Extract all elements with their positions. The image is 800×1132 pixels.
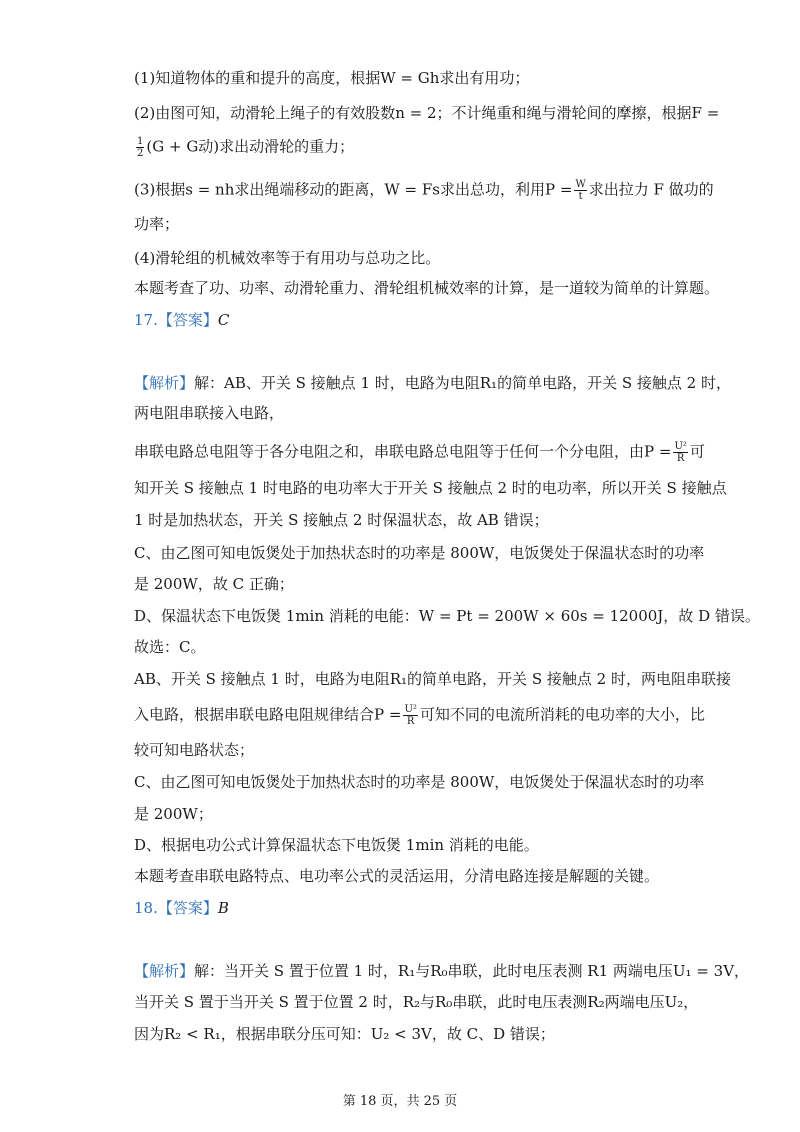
fraction-half: $\frac{1}{2}$ [137, 136, 144, 159]
q17-analysis-line-13: C、由乙图可知电饭煲处于加热状态时的功率是 800W，电饭煲处于保温状态时的功率 [134, 773, 705, 791]
q18-analysis-line-3: 因为R₂ < R₁，根据串联分压可知：U₂ < 3V，故 C、D 错误； [134, 1025, 555, 1043]
fraction-w-t: $\frac{W}{t}$ [575, 179, 586, 202]
paragraph-3a: (3)根据s = nh求出绳端移动的距离，W = Fs求出总功，利用P = $\frac{W}{t}$ 求出拉力 F 做功的 [134, 179, 714, 202]
q17-analysis-line-8: D、保温状态下电饭煲 1min 消耗的电能：W = Pt = 200W × 60s = 12000J，故 D 错误。 [134, 607, 760, 625]
q17-analysis-line-7: 是 200W，故 C 正确； [134, 575, 294, 593]
q17-analysis-line-9: 故选：C。 [134, 638, 206, 656]
q18-answer: 18.【答案】B [134, 899, 229, 917]
q17-analysis-line-16: 本题考查串联电路特点、电功率公式的灵活运用，分清电路连接是解题的关键。 [134, 867, 660, 885]
q17-analysis-line-12: 较可知电路状态； [134, 741, 255, 759]
q17-analysis-line-15: D、根据电功公式计算保温状态下电饭煲 1min 消耗的电能。 [134, 836, 539, 854]
q17-analysis-line-10: AB、开关 S 接触点 1 时，电路为电阻R₁的简单电路，开关 S 接触点 2 时，两电阻串联接 [134, 670, 731, 688]
q17-analysis-line-2: 两电阻串联接入电路， [134, 404, 285, 422]
q17-analysis-line-1: 【解析】解：AB、开关 S 接触点 1 时，电路为电阻R₁的简单电路，开关 S 接触点 2 时， [134, 374, 731, 392]
page-footer: 第 18 页，共 25 页 [342, 1094, 458, 1109]
q17-analysis-line-5: 1 时是加热状态，开关 S 接触点 2 时保温状态，故 AB 错误； [134, 511, 549, 529]
q17-analysis-line-6: C、由乙图可知电饭煲处于加热状态时的功率是 800W，电饭煲处于保温状态时的功率 [134, 544, 705, 562]
fraction-u2-r: $\frac{\text{U²}}{R}$ [674, 441, 687, 464]
paragraph-5: 本题考查了功、功率、动滑轮重力、滑轮组机械效率的计算，是一道较为简单的计算题。 [134, 279, 720, 297]
paragraph-3b: 功率； [134, 215, 180, 233]
paragraph-2b: $\frac{1}{2}$ (G + G动)求出动滑轮的重力； [137, 136, 355, 159]
q17-analysis-line-4: 知开关 S 接触点 1 时电路的电功率大于开关 S 接触点 2 时的电功率，所以开关 S 接触点 [134, 479, 727, 497]
paragraph-1: (1)知道物体的重和提升的高度，根据W = Gh求出有用功； [134, 69, 530, 87]
q17-analysis-line-14: 是 200W； [134, 805, 213, 823]
paragraph-4: (4)滑轮组的机械效率等于有用功与总功之比。 [134, 249, 441, 267]
q18-analysis-line-2: 当开关 S 置于当开关 S 置于位置 2 时，R₂与R₀串联，此时电压表测R₂两端电压U₂， [134, 993, 699, 1011]
q17-answer: 17.【答案】C [134, 311, 230, 329]
fraction-u2-r-2: $\frac{\text{U²}}{R}$ [404, 704, 417, 727]
paragraph-2a: (2)由图可知，动滑轮上绳子的有效股数n = 2；不计绳重和绳与滑轮间的摩擦，根据F = [134, 104, 720, 122]
q17-analysis-line-3: 串联电路总电阻等于各分电阻之和，串联电路总电阻等于任何一个分电阻，由P = $\frac{\text{U²}}{R}$ 可 [134, 441, 705, 464]
q17-analysis-line-11: 入电路，根据串联电路电阻规律结合P = $\frac{\text{U²}}{R}$ 可知不同的电流所消耗的电功率的大小，比 [134, 704, 705, 727]
q18-analysis-line-1: 【解析】解：当开关 S 置于位置 1 时，R₁与R₀串联，此时电压表测 R1 两端电压U₁ = 3V， [134, 962, 750, 980]
